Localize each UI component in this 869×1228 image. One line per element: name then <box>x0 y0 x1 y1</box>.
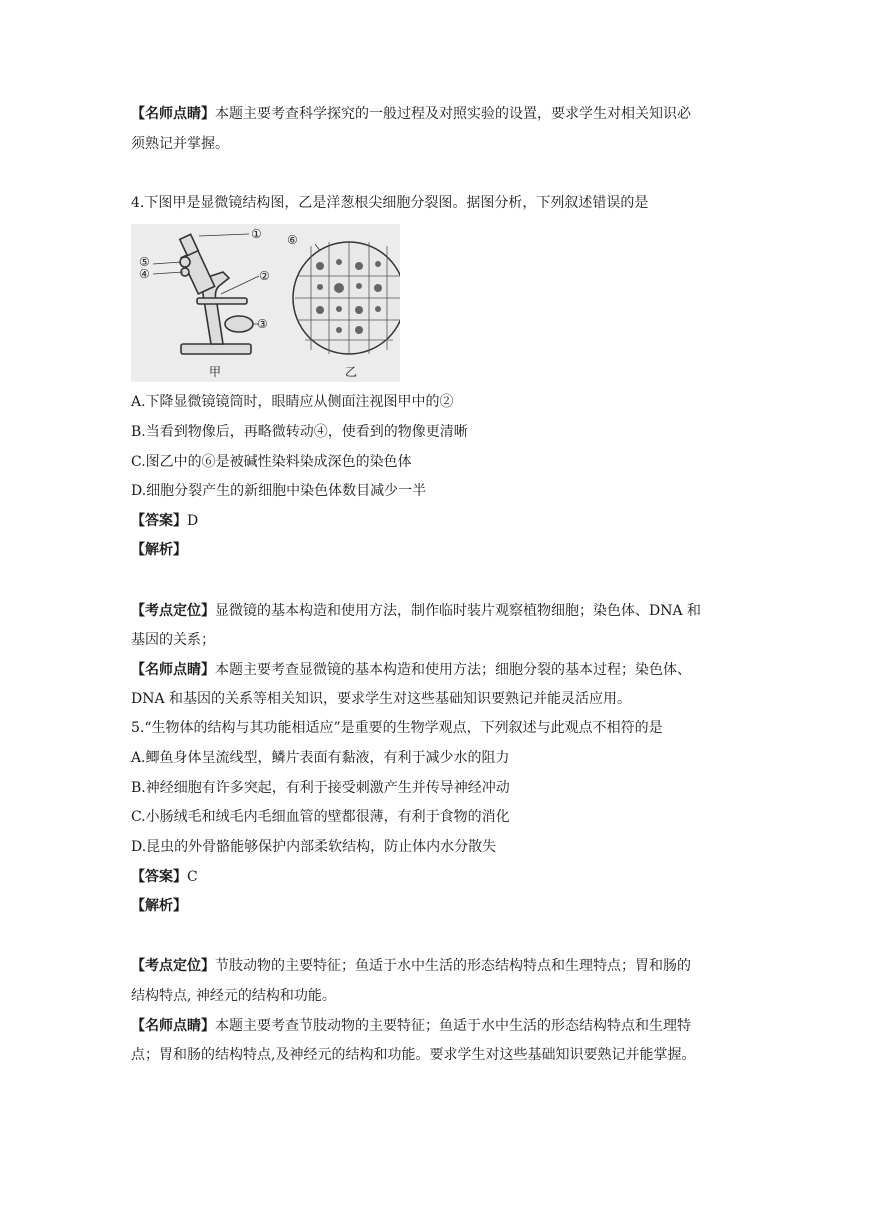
q5-option-c: C.小肠绒毛和绒毛内毛细血管的壁都很薄，有利于食物的消化 <box>131 809 510 825</box>
microscope-and-cells-diagram <box>131 224 400 382</box>
q4-answer <box>131 511 198 531</box>
answer-value: C <box>187 869 198 885</box>
label-1: ① <box>251 227 262 241</box>
q4-knowledge-point-continuation: 基因的关系； <box>131 632 215 648</box>
label-5: ⑤ <box>139 255 150 269</box>
answer-tag: 【答案】 <box>131 869 187 885</box>
q5-teacher-note-continuation: 点；胃和肠的结构特点,及神经元的结构和功能。要求学生对这些基础知识要熟记并能掌握。 <box>131 1047 696 1063</box>
q4-figure <box>131 224 400 382</box>
teacher-note-line <box>131 104 691 124</box>
label-6: ⑥ <box>287 233 298 247</box>
q4-option-b: B.当看到物像后，再略微转动④，使看到的物像更清晰 <box>131 424 468 440</box>
label-2: ② <box>259 269 270 283</box>
note-tag: 【名师点睛】 <box>131 662 215 678</box>
caption-jia: 甲 <box>209 365 222 379</box>
teacher-note-continuation: 须熟记并掌握。 <box>131 136 229 152</box>
q5-analysis-tag: 【解析】 <box>131 898 187 914</box>
note-text: 本题主要考查显微镜的基本构造和使用方法；细胞分裂的基本过程；染色体、 <box>215 662 691 678</box>
q5-option-a: A.鲫鱼身体呈流线型，鳞片表面有黏液，有利于减少水的阻力 <box>131 750 510 766</box>
q4-option-d: D.细胞分裂产生的新细胞中染色体数目减少一半 <box>131 483 427 499</box>
label-4: ④ <box>139 267 150 281</box>
q4-stem: 4.下图甲是显微镜结构图，乙是洋葱根尖细胞分裂图。据图分析，下列叙述错误的是 <box>131 195 649 211</box>
note-text: 本题主要考查节肢动物的主要特征；鱼适于水中生活的形态结构特点和生理特 <box>215 1018 691 1034</box>
cell-field-drawing <box>293 242 400 354</box>
teacher-note-tag: 【名师点睛】 <box>131 106 215 122</box>
q4-knowledge-point <box>131 601 701 621</box>
q5-option-b: B.神经细胞有许多突起，有利于接受刺激产生并传导神经冲动 <box>131 780 510 796</box>
note-tag: 【名师点睛】 <box>131 1018 215 1034</box>
q4-option-c: C.图乙中的⑥是被碱性染料染成深色的染色体 <box>131 454 412 470</box>
q5-option-d: D.昆虫的外骨骼能够保护内部柔软结构，防止体内水分散失 <box>131 839 497 855</box>
kp-text: 节肢动物的主要特征；鱼适于水中生活的形态结构特点和生理特点；胃和肠的 <box>215 958 691 974</box>
caption-yi: 乙 <box>345 365 358 379</box>
teacher-note-text: 本题主要考查科学探究的一般过程及对照实验的设置，要求学生对相关知识必 <box>215 106 691 122</box>
q5-stem: 5.“生物体的结构与其功能相适应”是重要的生物学观点，下列叙述与此观点不相符的是 <box>131 720 663 736</box>
q4-option-a: A.下降显微镜镜筒时，眼睛应从侧面注视图甲中的② <box>131 394 454 410</box>
answer-tag: 【答案】 <box>131 513 187 529</box>
answer-value: D <box>187 513 199 529</box>
microscope-drawing <box>180 234 253 354</box>
q4-analysis-tag: 【解析】 <box>131 542 187 558</box>
q5-knowledge-point-continuation: 结构特点, 神经元的结构和功能。 <box>131 988 336 1004</box>
kp-text: 显微镜的基本构造和使用方法，制作临时装片观察植物细胞；染色体、DNA 和 <box>215 603 702 619</box>
q5-knowledge-point <box>131 956 691 976</box>
kp-tag: 【考点定位】 <box>131 958 215 974</box>
q5-teacher-note <box>131 1016 691 1036</box>
q4-teacher-note <box>131 660 691 680</box>
label-3: ③ <box>257 317 268 331</box>
q4-teacher-note-continuation: DNA 和基因的关系等相关知识，要求学生对这些基础知识要熟记并能灵活应用。 <box>131 691 632 707</box>
kp-tag: 【考点定位】 <box>131 603 215 619</box>
q5-answer <box>131 867 198 887</box>
